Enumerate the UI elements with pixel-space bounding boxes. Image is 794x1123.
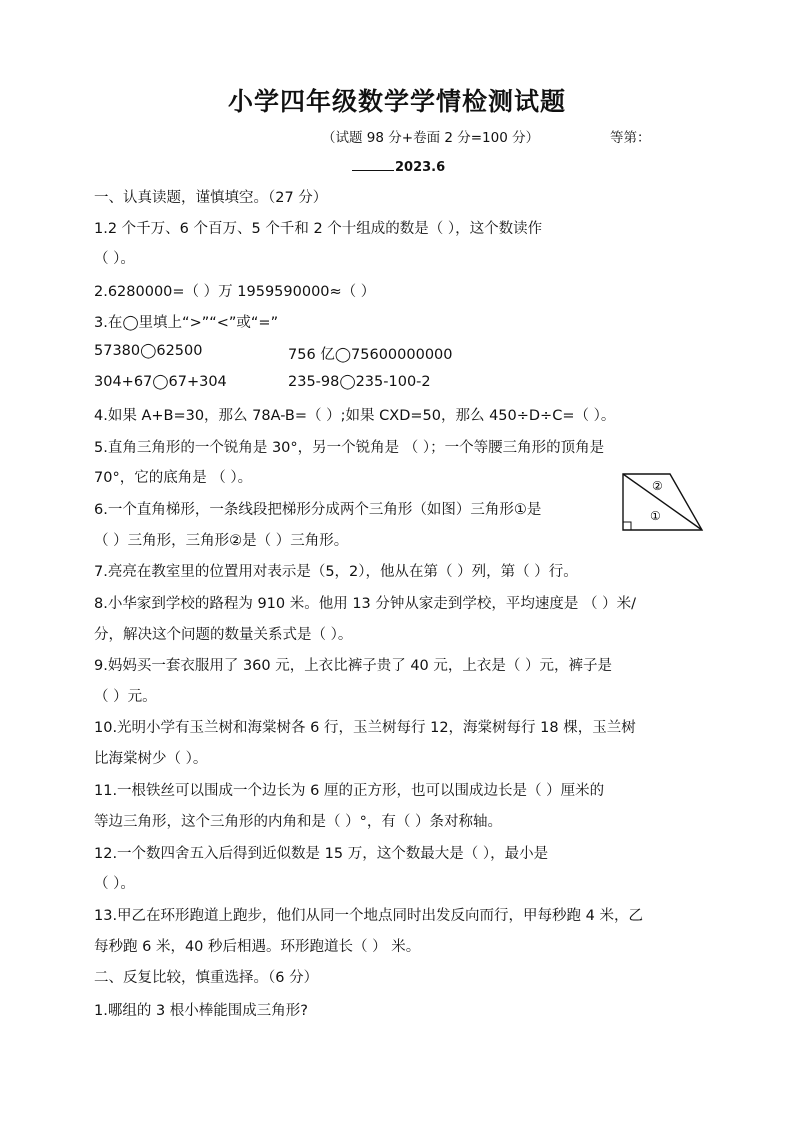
score-note: （试题 98 分+卷面 2 分=100 分）	[322, 130, 540, 146]
section-2-question-1: 1.哪组的 3 根小棒能围成三角形?	[94, 1003, 308, 1019]
question-6-line-1: 6.一个直角梯形，一条线段把梯形分成两个三角形（如图）三角形①是	[94, 502, 542, 518]
question-3: 3.在◯里填上“>”“<”或“=”	[94, 315, 279, 331]
question-4: 4.如果 A+B=30，那么 78A-B=（ ）;如果 CXD=50，那么 450÷D÷C=（ ）。	[94, 408, 616, 424]
exam-date	[352, 158, 445, 175]
question-1-line-1: 1.2 个千万、6 个百万、5 个千和 2 个十组成的数是（ ），这个数读作	[94, 221, 543, 237]
question-11-line-2: 等边三角形，这个三角形的内角和是（ ）°，有（ ）条对称轴。	[94, 814, 502, 830]
question-1-line-2: （ ）。	[94, 251, 135, 267]
right-trapezoid-figure	[618, 470, 706, 532]
grade-label: 等第：	[610, 130, 651, 146]
triangle-2-label: ②	[652, 479, 663, 493]
question-9-line-1: 9.妈妈买一套衣服用了 360 元，上衣比裤子贵了 40 元，上衣是（ ）元，裤子是	[94, 658, 613, 674]
question-11-line-1: 11.一根铁丝可以围成一个边长为 6 厘的正方形，也可以围成边长是（ ）厘米的	[94, 783, 605, 799]
question-5-line-1: 5.直角三角形的一个锐角是 30°，另一个锐角是 （ ）；一个等腰三角形的顶角是	[94, 440, 605, 456]
triangle-1-label: ①	[650, 509, 661, 523]
question-13-line-1: 13.甲乙在环形跑道上跑步，他们从同一个地点同时出发反向而行，甲每秒跑 4 米，乙	[94, 908, 644, 924]
question-10-line-1: 10.光明小学有玉兰树和海棠树各 6 行，玉兰树每行 12，海棠树每行 18 棵，玉兰树	[94, 720, 636, 736]
date-blank	[352, 158, 394, 171]
question-3-item-3: 304+67◯67+304	[94, 374, 227, 390]
question-3-item-1: 57380◯62500	[94, 343, 203, 359]
question-12-line-2: （ ）。	[94, 876, 135, 892]
right-angle-mark	[623, 522, 631, 530]
question-7: 7.亮亮在教室里的位置用对表示是（5，2），他从在第（ ）列，第（ ）行。	[94, 564, 578, 580]
question-8-line-1: 8.小华家到学校的路程为 910 米。他用 13 分钟从家走到学校，平均速度是 （ ）米/	[94, 596, 636, 612]
exam-title: 小学四年级数学学情检测试题	[227, 87, 566, 116]
question-10-line-2: 比海棠树少（ ）。	[94, 751, 208, 767]
question-2: 2.6280000=（ ）万 1959590000≈（ ）	[94, 284, 376, 300]
question-3-item-2: 756 亿◯75600000000	[288, 347, 453, 363]
question-8-line-2: 分，解决这个问题的数量关系式是（ ）。	[94, 627, 353, 643]
question-9-line-2: （ ）元。	[94, 689, 157, 705]
section-2-heading: 二、反复比较，慎重选择。（6 分）	[94, 970, 319, 986]
section-1-heading: 一、认真读题，谨慎填空。（27 分）	[94, 190, 328, 206]
date-text: 2023.6	[395, 160, 446, 175]
question-5-line-2: 70°，它的底角是 （ ）。	[94, 470, 253, 486]
question-3-item-4: 235-98◯235-100-2	[288, 374, 431, 390]
question-12-line-1: 12.一个数四舍五入后得到近似数是 15 万，这个数最大是（ ），最小是	[94, 846, 549, 862]
question-6-line-2: （ ）三角形，三角形②是（ ）三角形。	[94, 533, 349, 549]
question-13-line-2: 每秒跑 6 米，40 秒后相遇。环形跑道长（ ） 米。	[94, 939, 421, 955]
